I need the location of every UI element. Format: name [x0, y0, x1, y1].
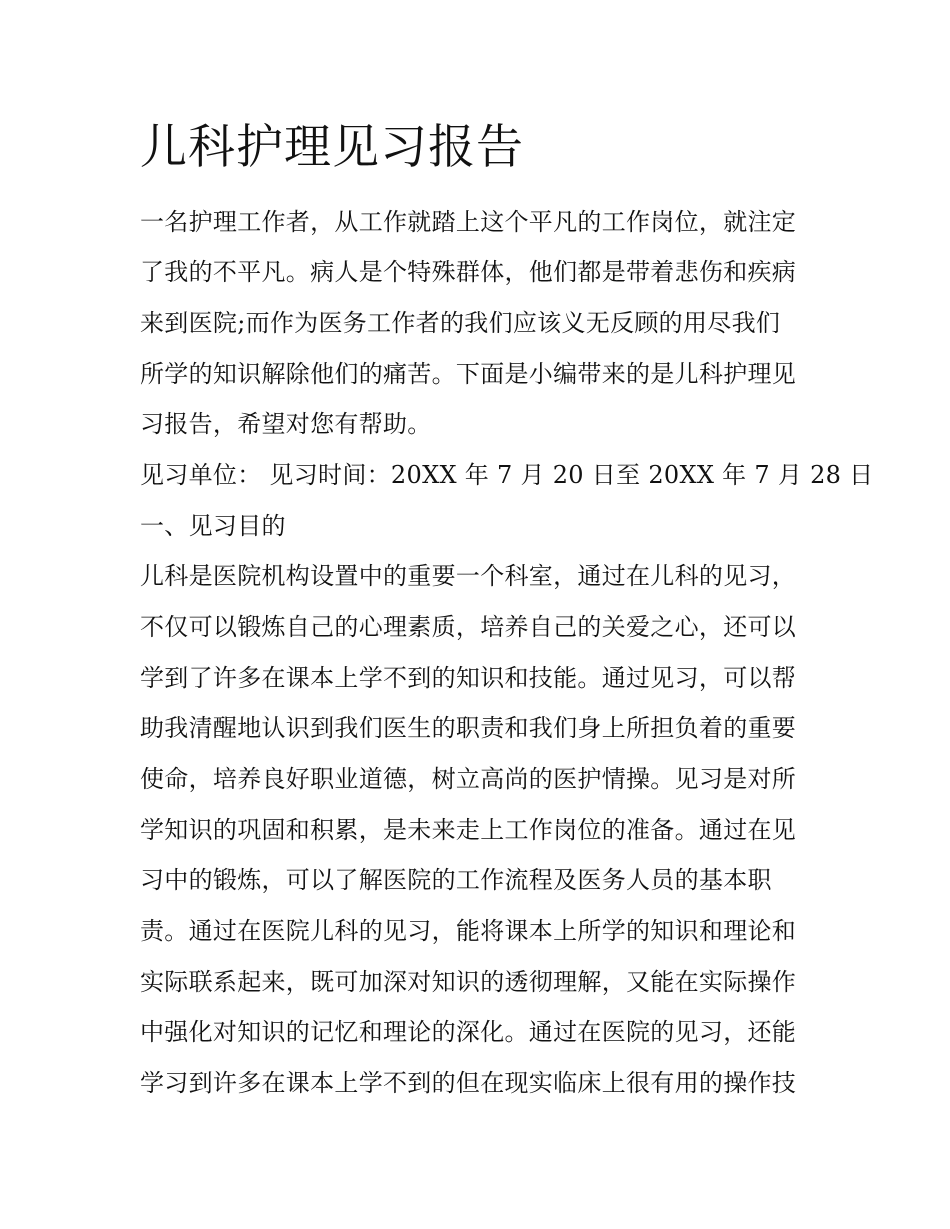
document-title: 儿科护理见习报告 [140, 120, 524, 175]
body-line: 使命，培养良好职业道德，树立高尚的医护情操。见习是对所 [140, 765, 797, 793]
body-line: 责。通过在医院儿科的见习，能将课本上所学的知识和理论和 [140, 917, 797, 945]
intro-line: 习报告，希望对您有帮助。 [140, 410, 432, 438]
body-line: 不仅可以锻炼自己的心理素质，培养自己的关爱之心，还可以 [140, 613, 797, 641]
body-line: 助我清醒地认识到我们医生的职责和我们身上所担负着的重要 [140, 714, 797, 742]
body-line: 实际联系起来，既可加深对知识的透彻理解，又能在实际操作 [140, 968, 797, 996]
body-line: 学到了许多在课本上学不到的知识和技能。通过见习，可以帮 [140, 664, 797, 692]
intro-line: 所学的知识解除他们的痛苦。下面是小编带来的是儿科护理见 [140, 360, 797, 388]
section-heading: 一、见习目的 [140, 512, 286, 540]
intro-line: 来到医院;而作为医务工作者的我们应该义无反顾的用尽我们 [140, 309, 781, 337]
body-line: 儿科是医院机构设置中的重要一个科室，通过在儿科的见习， [140, 562, 797, 590]
body-line: 学知识的巩固和积累，是未来走上工作岗位的准备。通过在见 [140, 816, 797, 844]
intro-line: 了我的不平凡。病人是个特殊群体，他们都是带着悲伤和疾病 [140, 258, 797, 286]
body-line: 学习到许多在课本上学不到的但在现实临床上很有用的操作技 [140, 1069, 797, 1097]
meta-line: 见习单位： 见习时间：20XX 年 7 月 20 日至 20XX 年 7 月 28 日 [140, 461, 874, 489]
body-line: 习中的锻炼，可以了解医院的工作流程及医务人员的基本职 [140, 866, 772, 894]
intro-line: 一名护理工作者，从工作就踏上这个平凡的工作岗位，就注定 [140, 208, 797, 236]
body-line: 中强化对知识的记忆和理论的深化。通过在医院的见习，还能 [140, 1018, 797, 1046]
